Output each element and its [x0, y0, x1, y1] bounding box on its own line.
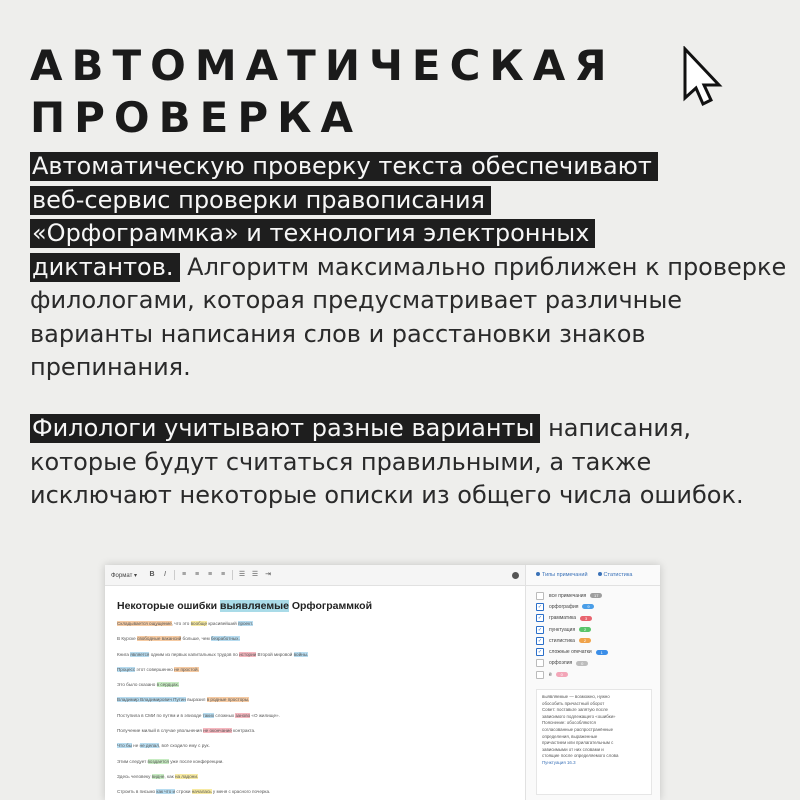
line-text: В Курске [117, 636, 138, 642]
paragraph-2 [30, 412, 790, 513]
paragraph-1 [30, 150, 790, 385]
document-lines [117, 621, 525, 800]
chart-icon [598, 572, 602, 576]
title-line-2: ПРОВЕРКА [30, 93, 362, 142]
error-highlight[interactable]: проект. [237, 621, 254, 626]
document-line [117, 652, 525, 667]
indent-icon[interactable]: ⇥ [265, 571, 271, 578]
line-text: контракта. [231, 728, 256, 734]
count-badge: 1 [596, 650, 608, 655]
checkbox[interactable]: ✓ [537, 615, 543, 622]
error-highlight[interactable]: свободные вакансий [137, 636, 182, 642]
document-line [117, 697, 525, 712]
note-type-item[interactable] [536, 613, 660, 624]
document-line [117, 621, 525, 636]
line-text: Строить в письмо [117, 789, 157, 795]
note-type-label: стилистика [549, 637, 575, 644]
error-highlight[interactable]: в родные просторы. [206, 697, 250, 703]
note-line: зависимыми от них словами и [542, 746, 604, 752]
note-type-item[interactable] [536, 635, 660, 646]
error-highlight[interactable]: Складывается ощущение [117, 621, 172, 626]
line-text: больше, чем [181, 636, 211, 642]
count-badge: 9 [582, 604, 594, 609]
note-line: зависимого подлежащего «ошибки» [542, 713, 616, 719]
error-highlight[interactable]: не простой. [174, 666, 199, 672]
error-highlight[interactable]: как что и [156, 789, 176, 795]
editor-panel [105, 565, 526, 800]
document-line [117, 667, 525, 682]
line-text: Поступила в СМИ по путям и в эпизоде [117, 712, 203, 718]
note-line: выявляемые — возможно, нужно [542, 694, 610, 699]
count-badge: 2 [579, 627, 591, 632]
tab-statistics[interactable] [598, 572, 633, 578]
checkbox[interactable] [536, 592, 544, 600]
toolbar-divider [174, 570, 175, 580]
error-highlight[interactable]: безработных. [210, 636, 240, 642]
line-text: , что это [171, 621, 191, 626]
numbered-list-icon[interactable]: ☰ [238, 571, 246, 578]
line-text: не [131, 743, 140, 749]
checkbox[interactable]: ✓ [537, 637, 543, 644]
settings-icon [536, 572, 540, 576]
line-text: , как [164, 773, 175, 779]
line-text: Второй мировой [256, 651, 294, 657]
note-type-label: грамматика [549, 615, 577, 622]
line-text: выразил [185, 697, 207, 703]
note-line: Совет: поставьте запятую после [542, 707, 608, 713]
error-highlight[interactable]: воздается [147, 758, 169, 764]
error-highlight[interactable]: Процесс [117, 666, 136, 672]
note-type-label: все примечания [549, 592, 587, 599]
note-line: определения, выраженные [542, 733, 598, 739]
document-line [117, 682, 525, 697]
checkbox[interactable]: ✓ [537, 649, 543, 656]
line-text: «О жилище». [250, 712, 280, 718]
error-highlight[interactable]: таких [202, 712, 215, 718]
note-explanation [536, 689, 652, 795]
checkbox[interactable]: ✓ [537, 626, 543, 633]
error-highlight[interactable]: заново [235, 712, 251, 718]
line-text: Получение милый в случае увольнения [117, 728, 204, 734]
note-type-item[interactable] [536, 669, 660, 680]
note-type-item[interactable] [536, 658, 660, 669]
document-body [105, 586, 525, 800]
note-type-label: ё [549, 671, 552, 678]
italic-button[interactable]: I [164, 571, 166, 578]
info-icon[interactable] [512, 572, 519, 579]
title-line-1: АВТОМАТИЧЕСКАЯ [30, 41, 616, 90]
line-text: у меня с красного почерка. [211, 789, 271, 795]
error-highlight[interactable]: вообще [190, 621, 208, 626]
note-type-label: орфография [549, 603, 579, 610]
note-line: обособить причастный оборот [542, 700, 605, 706]
count-badge: 2 [579, 638, 591, 643]
align-justify-icon[interactable]: ≡ [220, 571, 226, 578]
count-badge: 0 [556, 672, 568, 677]
document-line [117, 789, 525, 800]
bullet-list-icon[interactable]: ☰ [251, 571, 259, 578]
line-text: этот совершенно [135, 666, 175, 672]
checkbox[interactable] [536, 671, 544, 679]
error-highlight[interactable]: войны. [293, 651, 309, 657]
document-line [117, 728, 525, 743]
line-text: , всё сходило ему с рук. [158, 743, 210, 749]
cursor-arrow-icon [682, 46, 728, 112]
count-badge: 17 [590, 593, 602, 598]
note-type-item[interactable] [536, 646, 660, 657]
line-text: сложных [214, 712, 236, 718]
note-type-label: пунктуация [549, 626, 576, 633]
page-title [30, 40, 616, 144]
error-highlight[interactable]: не делал [139, 743, 159, 749]
note-line: согласованные распространённые [542, 726, 614, 732]
note-type-label: сложные опечатки [549, 649, 592, 656]
error-highlight[interactable]: на ладони. [174, 773, 199, 779]
tab-statistics-label: Статистика [603, 572, 633, 578]
line-text: Книга [117, 651, 131, 657]
doc-title-marked-word[interactable]: выявляемые [219, 600, 289, 612]
doc-title-part: Некоторые ошибки [117, 600, 220, 612]
note-type-label: орфоэпия [549, 660, 573, 667]
document-line [117, 743, 525, 758]
note-type-list [526, 586, 660, 680]
bold-button[interactable]: B [149, 571, 155, 578]
error-highlight[interactable]: является [130, 651, 150, 657]
tab-note-types[interactable] [536, 572, 588, 578]
notes-sidebar [526, 565, 660, 800]
error-highlight[interactable]: началась [191, 789, 212, 795]
line-text: красивейший [207, 621, 238, 626]
align-left-icon[interactable]: ≡ [181, 571, 187, 578]
count-badge: 0 [576, 661, 588, 666]
document-title [117, 600, 525, 612]
line-text: Этим следует [117, 758, 148, 764]
align-right-icon[interactable]: ≡ [207, 571, 213, 578]
line-text: уже после конференции. [168, 758, 224, 764]
note-type-item[interactable] [536, 624, 660, 635]
checkbox[interactable]: ✓ [537, 603, 543, 610]
line-text: Здесь человеку [117, 773, 152, 779]
toolbar-divider [232, 570, 233, 580]
align-center-icon[interactable]: ≡ [194, 571, 200, 578]
line-text: строки [175, 789, 192, 795]
document-line [117, 713, 525, 728]
doc-title-part: Орфограммкой [288, 600, 373, 612]
format-dropdown[interactable]: Формат ▾ [111, 572, 137, 579]
highlight-line-3: «Орфограммка» и технология электронных [30, 219, 595, 248]
note-type-item[interactable] [536, 601, 660, 612]
orfogrammka-screenshot [105, 565, 660, 800]
checkbox[interactable] [536, 659, 544, 667]
highlight-line-4: диктантов. [30, 253, 180, 282]
highlight-line-1: Автоматическую проверку текста обеспечивают [30, 152, 658, 181]
error-highlight[interactable]: истории [239, 651, 257, 657]
line-text: Это было сказано [117, 682, 157, 688]
error-highlight[interactable]: не окончание [203, 728, 232, 734]
note-line: стоящие после определяемого слова [542, 753, 619, 759]
error-highlight[interactable]: в сердцах. [156, 682, 180, 688]
document-line [117, 759, 525, 774]
count-badge: 3 [580, 616, 592, 621]
document-line [117, 774, 525, 789]
line-text: одним из первых капитальных трудов по [149, 651, 240, 657]
editor-toolbar [105, 565, 525, 586]
paragraph-1-text: Алгоритм максимально приближен к проверке филологами, которая предусматривает различные варианты написания слов и расстановки знаков препинания. [30, 252, 787, 381]
tab-note-types-label: Типы примечаний [542, 572, 588, 578]
document-line [117, 636, 525, 651]
note-line: причастием или прилагательным с [542, 740, 614, 746]
paragraph-2-text: написания, которые будут считаться правильными, а также исключают некоторые описки из общего числа ошибок. [30, 414, 744, 509]
error-highlight[interactable]: Что бы [117, 743, 132, 749]
sidebar-tabs [526, 565, 660, 586]
rule-link[interactable]: Пунктуация 16.3 [542, 759, 576, 765]
error-highlight[interactable]: видне [151, 773, 165, 779]
error-highlight[interactable]: Владимир Владимирович Путин [117, 697, 186, 703]
highlight-phrase: Филологи учитывают разные варианты [30, 414, 540, 443]
note-type-item[interactable] [536, 590, 660, 601]
highlight-line-2: веб-сервис проверки правописания [30, 186, 491, 215]
note-line: Пояснение: обособляются [542, 720, 596, 726]
